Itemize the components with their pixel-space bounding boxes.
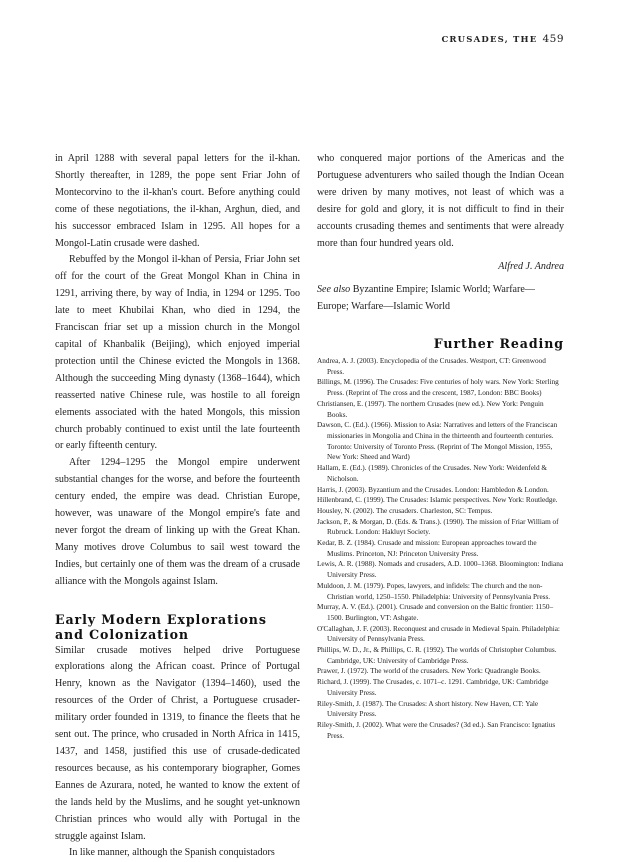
reference-item: Muldoon, J. M. (1979). Popes, lawyers, and infidels: The church and the non-Christian world, 1250–1550. Philadelphia: University of Pennsylvania Press. (317, 581, 551, 601)
reference-list (317, 356, 564, 741)
reference-item: Housley, N. (2002). The crusaders. Charleston, SC: Tempus. (317, 506, 493, 515)
reference-item: Kedar, B. Z. (1984). Crusade and mission: European approaches toward the Muslims. Princeton, NJ: Princeton University Press. (317, 539, 537, 558)
reference-item: Riley-Smith, J. (2002). What were the Crusades? (3d ed.). San Francisco: Ignatius Press. (317, 720, 556, 740)
body-paragraph: Rebuffed by the Mongol il-khan of Persia, Friar John set off for the court of the Great Mongol Khan in China in 1291, arriving there, by way of India, in 1294 or 1295. Too late to meet Khubilai Khan, who died in 1294, the Franciscan friar set up a mission church in the Mongol capital of Khanbalik (Beijing), which enjoyed imperial protection until the Chinese evicted the Mongols in 1368. Although the succeeding Ming dynasty (1368–1644), which reasserted native Chinese rule, was hostile to all foreign elements associated with the hated Mongols, this mission church probably continued to exist until the late fourteenth or early fifteenth century. (55, 254, 300, 452)
reference-item: Harris, J. (2003). Byzantium and the Crusades. London: Hambledon & London. (317, 485, 549, 494)
body-paragraph: Similar crusade motives helped drive Portuguese explorations along the African coast. Prince of Portugal Henry, known as the Navigator (1394–1460), used the resources of the Order of Christ, a Portuguese crusader-military order founded in 1319, to finance the fleets that he sent out. The prince, who crusaded in North Africa in 1415, 1437, and 1458, justified this use of crusade-dedicated resources because, as his contemporary biographer, Gomes Eannes de Azurara, noted, he wanted to know the extent of the lands held by the Muslims, and he sought yet-unknown Christian princes who would ally with Portugal in the struggle against Islam. (55, 644, 300, 842)
see-also (317, 282, 564, 316)
body-paragraph: who conquered major portions of the Americas and the Portuguese adventurers who sailed though the Indian Ocean were driven by many motives, not least of which was a desire for gold and glory, it is not difficult to find in their accounts crusading themes and sentiments that were already more than four hundred years old. (317, 153, 564, 249)
body-paragraph: in April 1288 with several papal letters for the il-khan. Shortly thereafter, in 1289, the pope sent Friar John of Montecorvino to the il-khan's court. Before anything could come of these negotiations, the il-khan, Arghun, died, and his successor embraced Islam in 1295. All hopes for a Mongol-Latin crusade were dashed. (55, 153, 300, 249)
author-signature: Alfred J. Andrea (498, 261, 564, 273)
reference-item: Billings, M. (1996). The Crusades: Five centuries of holy wars. New York: Sterling Press. (Reprint of The cross and the crescent, 1987, London: BBC Books) (317, 378, 559, 398)
see-also-label: See also (317, 284, 351, 296)
reference-item: Prawer, J. (1972). The world of the crusaders. New York: Quadrangle Books. (317, 667, 541, 676)
reference-item: Richard, J. (1999). The Crusades, c. 1071–c. 1291. Cambridge, UK: Cambridge University Press. (317, 678, 549, 697)
left-column (55, 151, 300, 862)
further-reading-heading: Further Reading (433, 336, 564, 352)
right-column (317, 151, 564, 741)
reference-item: Andrea, A. J. (2003). Encyclopedia of the Crusades. Westport, CT: Greenwood Press. (317, 357, 546, 376)
reference-item: Hallam, E. (Ed.). (1989). Chronicles of the Crusades. New York: Weidenfeld & Nicholson. (317, 464, 548, 483)
reference-item: Christiansen, E. (1997). The northern Crusades (new ed.). New York: Penguin Books. (317, 399, 544, 419)
body-paragraph: After 1294–1295 the Mongol empire underwent substantial changes for the worse, and before the fourteenth century ended, the empire was dead. Christian Europe, however, was unaware of the Mongol empire's fate and never forgot the dream of linking up with the Great Khan. Many motives drove Columbus to sail west toward the Indies, but certainly one of them was the dream of a crusade alliance with the Mongols against Islam. (55, 457, 300, 587)
reference-item: Hillenbrand, C. (1999). The Crusades: Islamic perspectives. New York: Routledge. (317, 496, 558, 505)
reference-item: Jackson, P., & Morgan, D. (Eds. & Trans.). (1990). The mission of Friar William of Rubruck. London: Hakluyt Society. (317, 517, 559, 537)
reference-item: Murray, A. V. (Ed.). (2001). Crusade and conversion on the Baltic frontier: 1150–1500. Burlington, VT: Ashgate. (317, 603, 554, 622)
see-also-links: Byzantine Empire; Islamic World; Warfare—Europe; Warfare—Islamic World (317, 284, 535, 313)
reference-item: Dawson, C. (Ed.). (1966). Mission to Asia: Narratives and letters of the Franciscan missionaries in Mongolia and China in the thirteenth and fourteenth centuries. Toronto: University of Toronto Press. (Reprint of The Mongol Mission, 1955, New York: Sheed and Ward) (317, 421, 558, 462)
reference-item: Lewis, A. R. (1988). Nomads and crusaders, A.D. 1000–1368. Bloomington: Indiana University Press. (317, 560, 564, 580)
body-paragraph: In like manner, although the Spanish conquistadors (69, 847, 275, 859)
running-head-title: CRUSADES, THE (441, 35, 538, 45)
running-head (441, 33, 564, 45)
section-heading: Early Modern Explorations and Colonization (55, 611, 267, 642)
reference-item: O'Callaghan, J. F. (2003). Reconquest and crusade in Medieval Spain. Philadelphia: University of Pennsylvania Press. (317, 624, 560, 644)
reference-item: Riley-Smith, J. (1987). The Crusades: A short history. New Haven, CT: Yale University Press. (317, 699, 539, 719)
page-number: 459 (542, 33, 564, 45)
reference-item: Phillips, W. D., Jr., & Phillips, C. R. (1992). The worlds of Christopher Columbus. Cambridge, UK: University of Cambridge Press. (317, 646, 557, 665)
